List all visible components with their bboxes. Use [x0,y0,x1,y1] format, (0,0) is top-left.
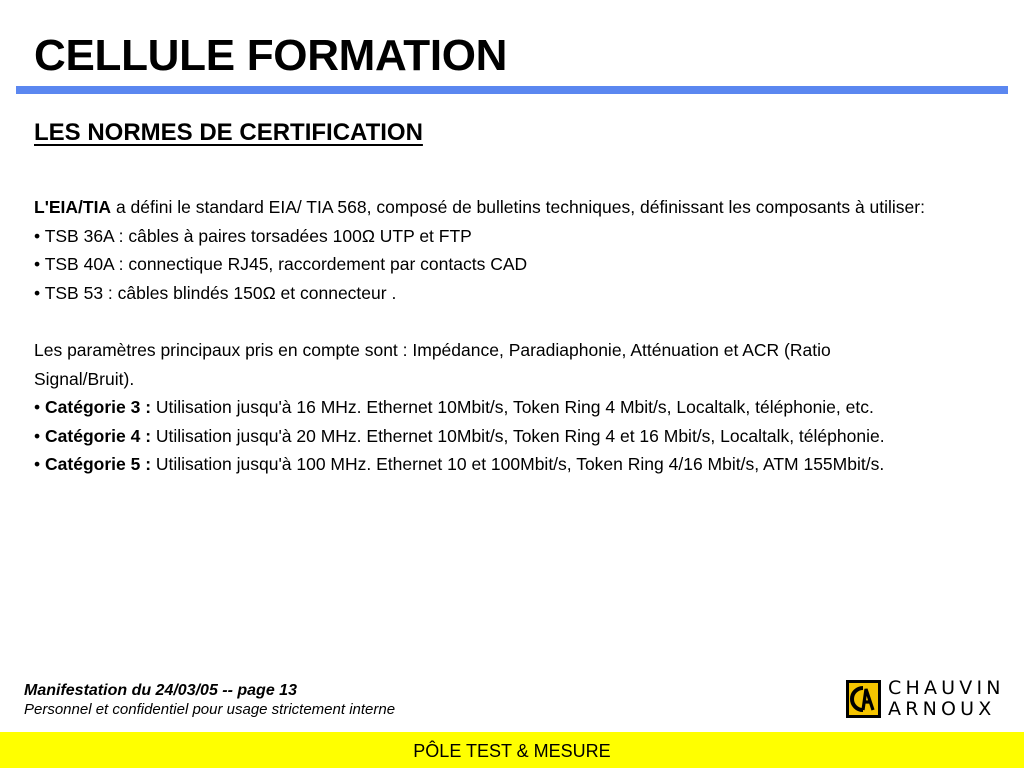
tsb-text: TSB 53 : câbles blindés 150Ω et connecteur . [44,282,397,303]
category-label: Catégorie 5 : [45,454,152,475]
category-label: Catégorie 3 : [45,397,152,418]
footer-info [24,681,395,719]
bullet-icon: • [34,397,41,418]
slide-title: CELLULE FORMATION [34,31,508,80]
slide-body [34,193,934,479]
chauvin-arnoux-logo [846,678,1006,722]
category-item [34,393,934,422]
category-text: Utilisation jusqu'à 100 MHz. Ethernet 10 et 100Mbit/s, Token Ring 4/16 Mbit/s, ATM 155Mbit/s. [151,454,885,475]
intro-paragraph [34,193,934,222]
category-label: Catégorie 4 : [45,425,152,446]
logo-line-chauvin: CHAUVIN [888,677,1005,699]
bullet-icon: • [34,254,41,275]
tsb-text: TSB 40A : connectique RJ45, raccordement par contacts CAD [44,254,528,275]
footer-confidential: Personnel et confidentiel pour usage strictement interne [24,701,396,718]
logo-wordmark [888,678,1005,720]
logo-line-arnoux: ARNOUX [888,698,996,720]
footer-event-page: Manifestation du 24/03/05 -- page 13 [24,682,297,699]
bullet-icon: • [34,425,41,446]
ca-logo-icon [846,680,881,718]
category-text: Utilisation jusqu'à 16 MHz. Ethernet 10Mbit/s, Token Ring 4 Mbit/s, Localtalk, téléphonie, etc. [151,397,874,418]
tsb-item [34,279,934,308]
bullet-icon: • [34,225,41,246]
tsb-item [34,222,934,251]
intro-text: a défini le standard EIA/ TIA 568, composé de bulletins techniques, définissant les composants à utiliser: [111,197,925,217]
category-item [34,422,934,451]
bullet-icon: • [34,454,41,475]
category-item [34,450,934,479]
params-paragraph: Les paramètres principaux pris en compte sont : Impédance, Paradiaphonie, Atténuation et ACR (Ratio Signal/Bruit). [34,339,831,389]
footer-band [0,732,1024,768]
tsb-text: TSB 36A : câbles à paires torsadées 100Ω UTP et FTP [44,225,472,246]
band-label: PÔLE TEST & MESURE [413,741,611,761]
section-heading: LES NORMES DE CERTIFICATION [34,119,423,146]
title-divider [16,86,1008,94]
paragraph-spacer [34,307,934,336]
tsb-item [34,250,934,279]
category-text: Utilisation jusqu'à 20 MHz. Ethernet 10Mbit/s, Token Ring 4 et 16 Mbit/s, Localtalk, téléphonie. [151,425,885,446]
intro-bold: L'EIA/TIA [34,197,112,217]
bullet-icon: • [34,282,41,303]
